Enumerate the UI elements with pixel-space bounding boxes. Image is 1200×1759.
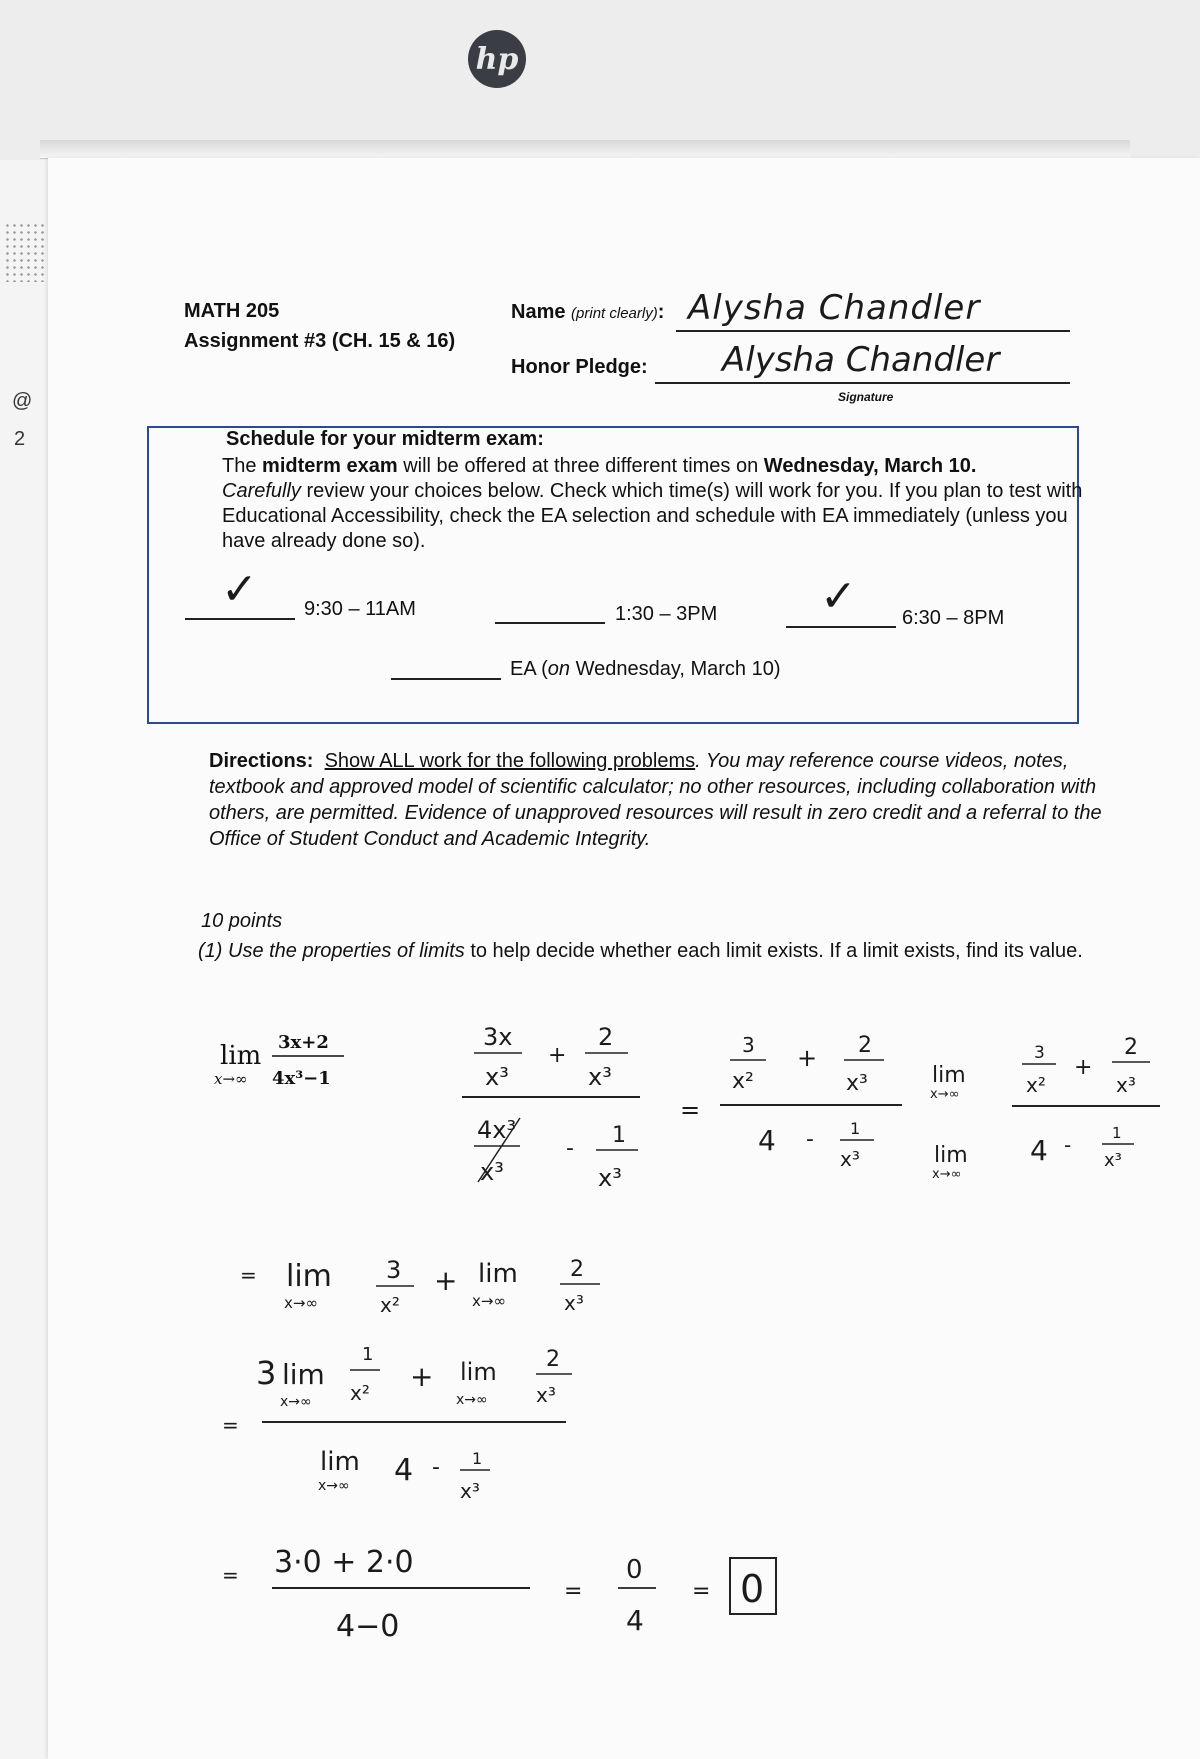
s2-four: 4 <box>758 1124 776 1157</box>
limit-numerator: 3x+2 <box>278 1032 329 1053</box>
handwritten-signature: Alysha Chandler <box>722 340 1000 380</box>
s2b-sub-bottom: x→∞ <box>932 1167 962 1182</box>
s2-n2: 2 <box>858 1033 872 1058</box>
s1-n4: 1 <box>612 1123 626 1148</box>
s4-d1: x² <box>350 1381 370 1405</box>
s2b-d2: x³ <box>1116 1073 1136 1097</box>
s2b-n2: 2 <box>1124 1035 1138 1060</box>
option-130-label: 1:30 – 3PM <box>615 603 718 625</box>
s2-n3: 1 <box>850 1119 861 1138</box>
s3-sub1: x→∞ <box>284 1294 318 1312</box>
s2b-plus: + <box>1074 1055 1093 1080</box>
s2b-lim-bottom: lim <box>934 1143 968 1168</box>
assignment-title: Assignment #3 (CH. 15 & 16) <box>184 330 456 352</box>
limit-denominator: 4x³−1 <box>272 1068 331 1089</box>
s1-d1: x³ <box>485 1063 509 1091</box>
hp-logo-icon: hp <box>468 30 526 88</box>
limit-lim: lim <box>220 1041 262 1071</box>
s5-den: 4−0 <box>336 1609 400 1644</box>
s2b-n1: 3 <box>1034 1043 1045 1063</box>
schedule-text: The midterm exam will be offered at three different times on Wednesday, March 10. Carefully review your choices below. Check which time(s) will work for you. If you plan to test with Educational Accessibility, check the EA selection and schedule with EA immediately (unless you have already done so). <box>222 455 1083 552</box>
s4-minus: - <box>432 1455 440 1480</box>
margin-mark-two: 2 <box>14 428 26 450</box>
check-mark-icon: ✓ <box>221 564 258 615</box>
option-930-label: 9:30 – 11AM <box>304 598 416 620</box>
check-mark-icon: ✓ <box>820 571 857 622</box>
s1-n2: 2 <box>598 1023 614 1051</box>
s3-sub2: x→∞ <box>472 1292 506 1310</box>
s3-n2: 2 <box>570 1257 584 1282</box>
schedule-title: Schedule for your midterm exam: <box>226 428 544 450</box>
s4-lim3: lim <box>320 1447 360 1477</box>
s2-n1: 3 <box>742 1033 755 1057</box>
s3-lim2: lim <box>478 1259 518 1289</box>
s3-d2: x³ <box>564 1291 584 1315</box>
s4-sub2: x→∞ <box>456 1392 488 1408</box>
s2b-n3: 1 <box>1112 1124 1122 1142</box>
s4-four: 4 <box>394 1453 414 1488</box>
s2-plus: + <box>797 1044 818 1072</box>
s5-d2: 4 <box>626 1604 644 1637</box>
s1-n3: 4x³ <box>477 1116 517 1144</box>
s4-three: 3 <box>256 1354 277 1392</box>
option-630-label: 6:30 – 8PM <box>902 607 1005 629</box>
handwritten-name: Alysha Chandler <box>688 288 981 328</box>
signature-caption: Signature <box>838 390 894 404</box>
s4-n3: 1 <box>472 1449 483 1468</box>
s4-n2: 2 <box>546 1347 560 1372</box>
s5-n2: 0 <box>626 1555 643 1585</box>
answer-value: 0 <box>740 1567 765 1611</box>
s2b-d3: x³ <box>1104 1150 1122 1171</box>
s4-d3: x³ <box>460 1479 480 1503</box>
course-code: MATH 205 <box>184 300 280 322</box>
s1-minus: - <box>566 1136 574 1161</box>
s3-plus: + <box>434 1264 458 1297</box>
s5-num: 3·0 + 2·0 <box>274 1545 414 1580</box>
s2b-minus: - <box>1064 1133 1072 1157</box>
s5-eq2: = <box>564 1579 583 1604</box>
honor-pledge-label: Honor Pledge: <box>511 356 648 378</box>
directions-text: Directions: Show ALL work for the following problems. You may reference course videos, notes, textbook and approved model of scientific calculator; no other resources, including collaboration with others, are permitted. Evidence of unapproved resources will result in zero credit and a referral to the Office of Student Conduct and Academic Integrity. <box>209 750 1102 850</box>
s2b-four: 4 <box>1030 1134 1048 1167</box>
s4-sub3: x→∞ <box>318 1478 350 1494</box>
option-ea-label: EA (on Wednesday, March 10) <box>510 658 781 680</box>
s4-eq: = <box>222 1413 239 1437</box>
s2b-lim-top: lim <box>932 1063 966 1088</box>
points-label: 10 points <box>201 910 283 932</box>
s3-eq: = <box>240 1263 257 1287</box>
s3-n1: 3 <box>386 1256 402 1284</box>
s4-n1: 1 <box>362 1344 374 1365</box>
s2-d3: x³ <box>840 1147 860 1171</box>
s4-lim2: lim <box>460 1358 497 1386</box>
s2-d2: x³ <box>846 1071 868 1096</box>
s2b-sub-top: x→∞ <box>930 1087 960 1102</box>
s4-lim1: lim <box>282 1358 325 1391</box>
name-label: Name (print clearly): <box>511 301 665 323</box>
s1-d2: x³ <box>588 1063 612 1091</box>
s3-lim1: lim <box>286 1259 332 1294</box>
s2-d1: x² <box>732 1069 754 1094</box>
s4-sub1: x→∞ <box>280 1394 312 1410</box>
s4-plus: + <box>410 1360 434 1393</box>
s4-d2: x³ <box>536 1383 556 1407</box>
s2b-d1: x² <box>1026 1073 1046 1097</box>
s1-n1: 3x <box>483 1023 513 1051</box>
limit-sub: x→∞ <box>214 1070 248 1088</box>
margin-mark-at: @ <box>12 390 33 412</box>
s2-eq: = <box>680 1096 701 1124</box>
s1-d3: x³ <box>480 1158 504 1186</box>
s5-eq1: = <box>222 1563 239 1587</box>
problem-1-text: (1) Use the properties of limits to help decide whether each limit exists. If a limit exists, find its value. <box>198 940 1083 962</box>
s2-minus: - <box>806 1127 814 1152</box>
s1-plus: + <box>548 1043 567 1068</box>
s5-eq3: = <box>692 1579 711 1604</box>
s1-d4: x³ <box>598 1164 622 1192</box>
s3-d1: x² <box>380 1293 400 1317</box>
